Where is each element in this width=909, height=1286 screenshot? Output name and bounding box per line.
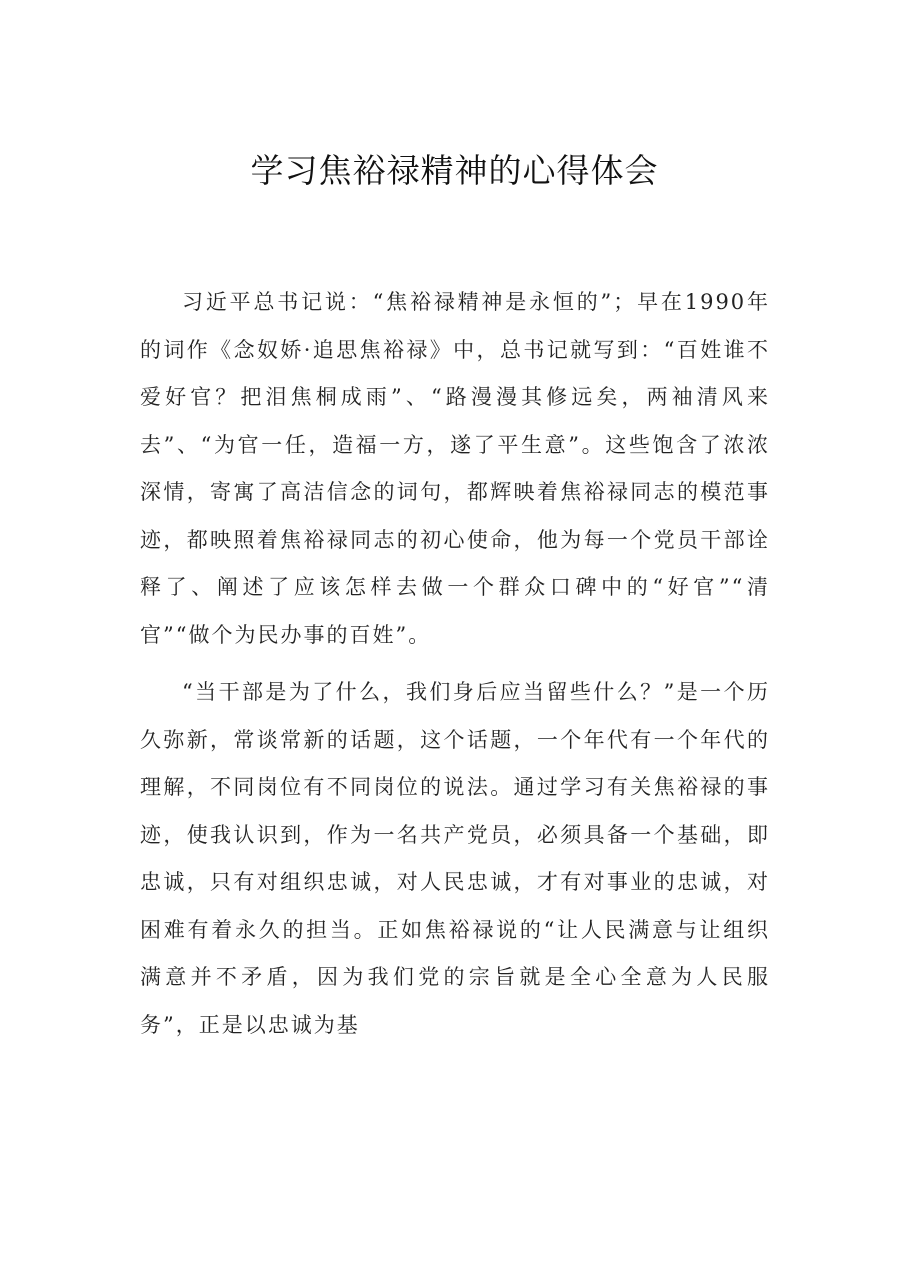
- document-body: [140, 279, 770, 1049]
- paragraph-2: “当干部是为了什么，我们身后应当留些什么？”是一个历久弥新，常谈常新的话题，这个话题，一个年代有一个年代的理解，不同岗位有不同岗位的说法。通过学习有关焦裕禄的事迹，使我认识到，作为一名共产党员，必须具备一个基础，即忠诚，只有对组织忠诚，对人民忠诚，才有对事业的忠诚，对困难有着永久的担当。正如焦裕禄说的“让人民满意与让组织满意并不矛盾，因为我们党的宗旨就是全心全意为人民服务”，正是以忠诚为基: [140, 680, 770, 1037]
- document-title: 学习焦裕禄精神的心得体会: [250, 151, 659, 190]
- paragraph-1: 习近平总书记说：“焦裕禄精神是永恒的”；早在1990年的词作《念奴娇·追思焦裕禄》中，总书记就写到：“百姓谁不爱好官？把泪焦桐成雨”、“路漫漫其修远矣，两袖清风来去”、“为官一任，造福一方，遂了平生意”。这些饱含了浓浓深情，寄寓了高洁信念的词句，都辉映着焦裕禄同志的模范事迹，都映照着焦裕禄同志的初心使命，他为每一个党员干部诠释了、阐述了应该怎样去做一个群众口碑中的“好官”“清官”“做个为民办事的百姓”。: [140, 290, 770, 647]
